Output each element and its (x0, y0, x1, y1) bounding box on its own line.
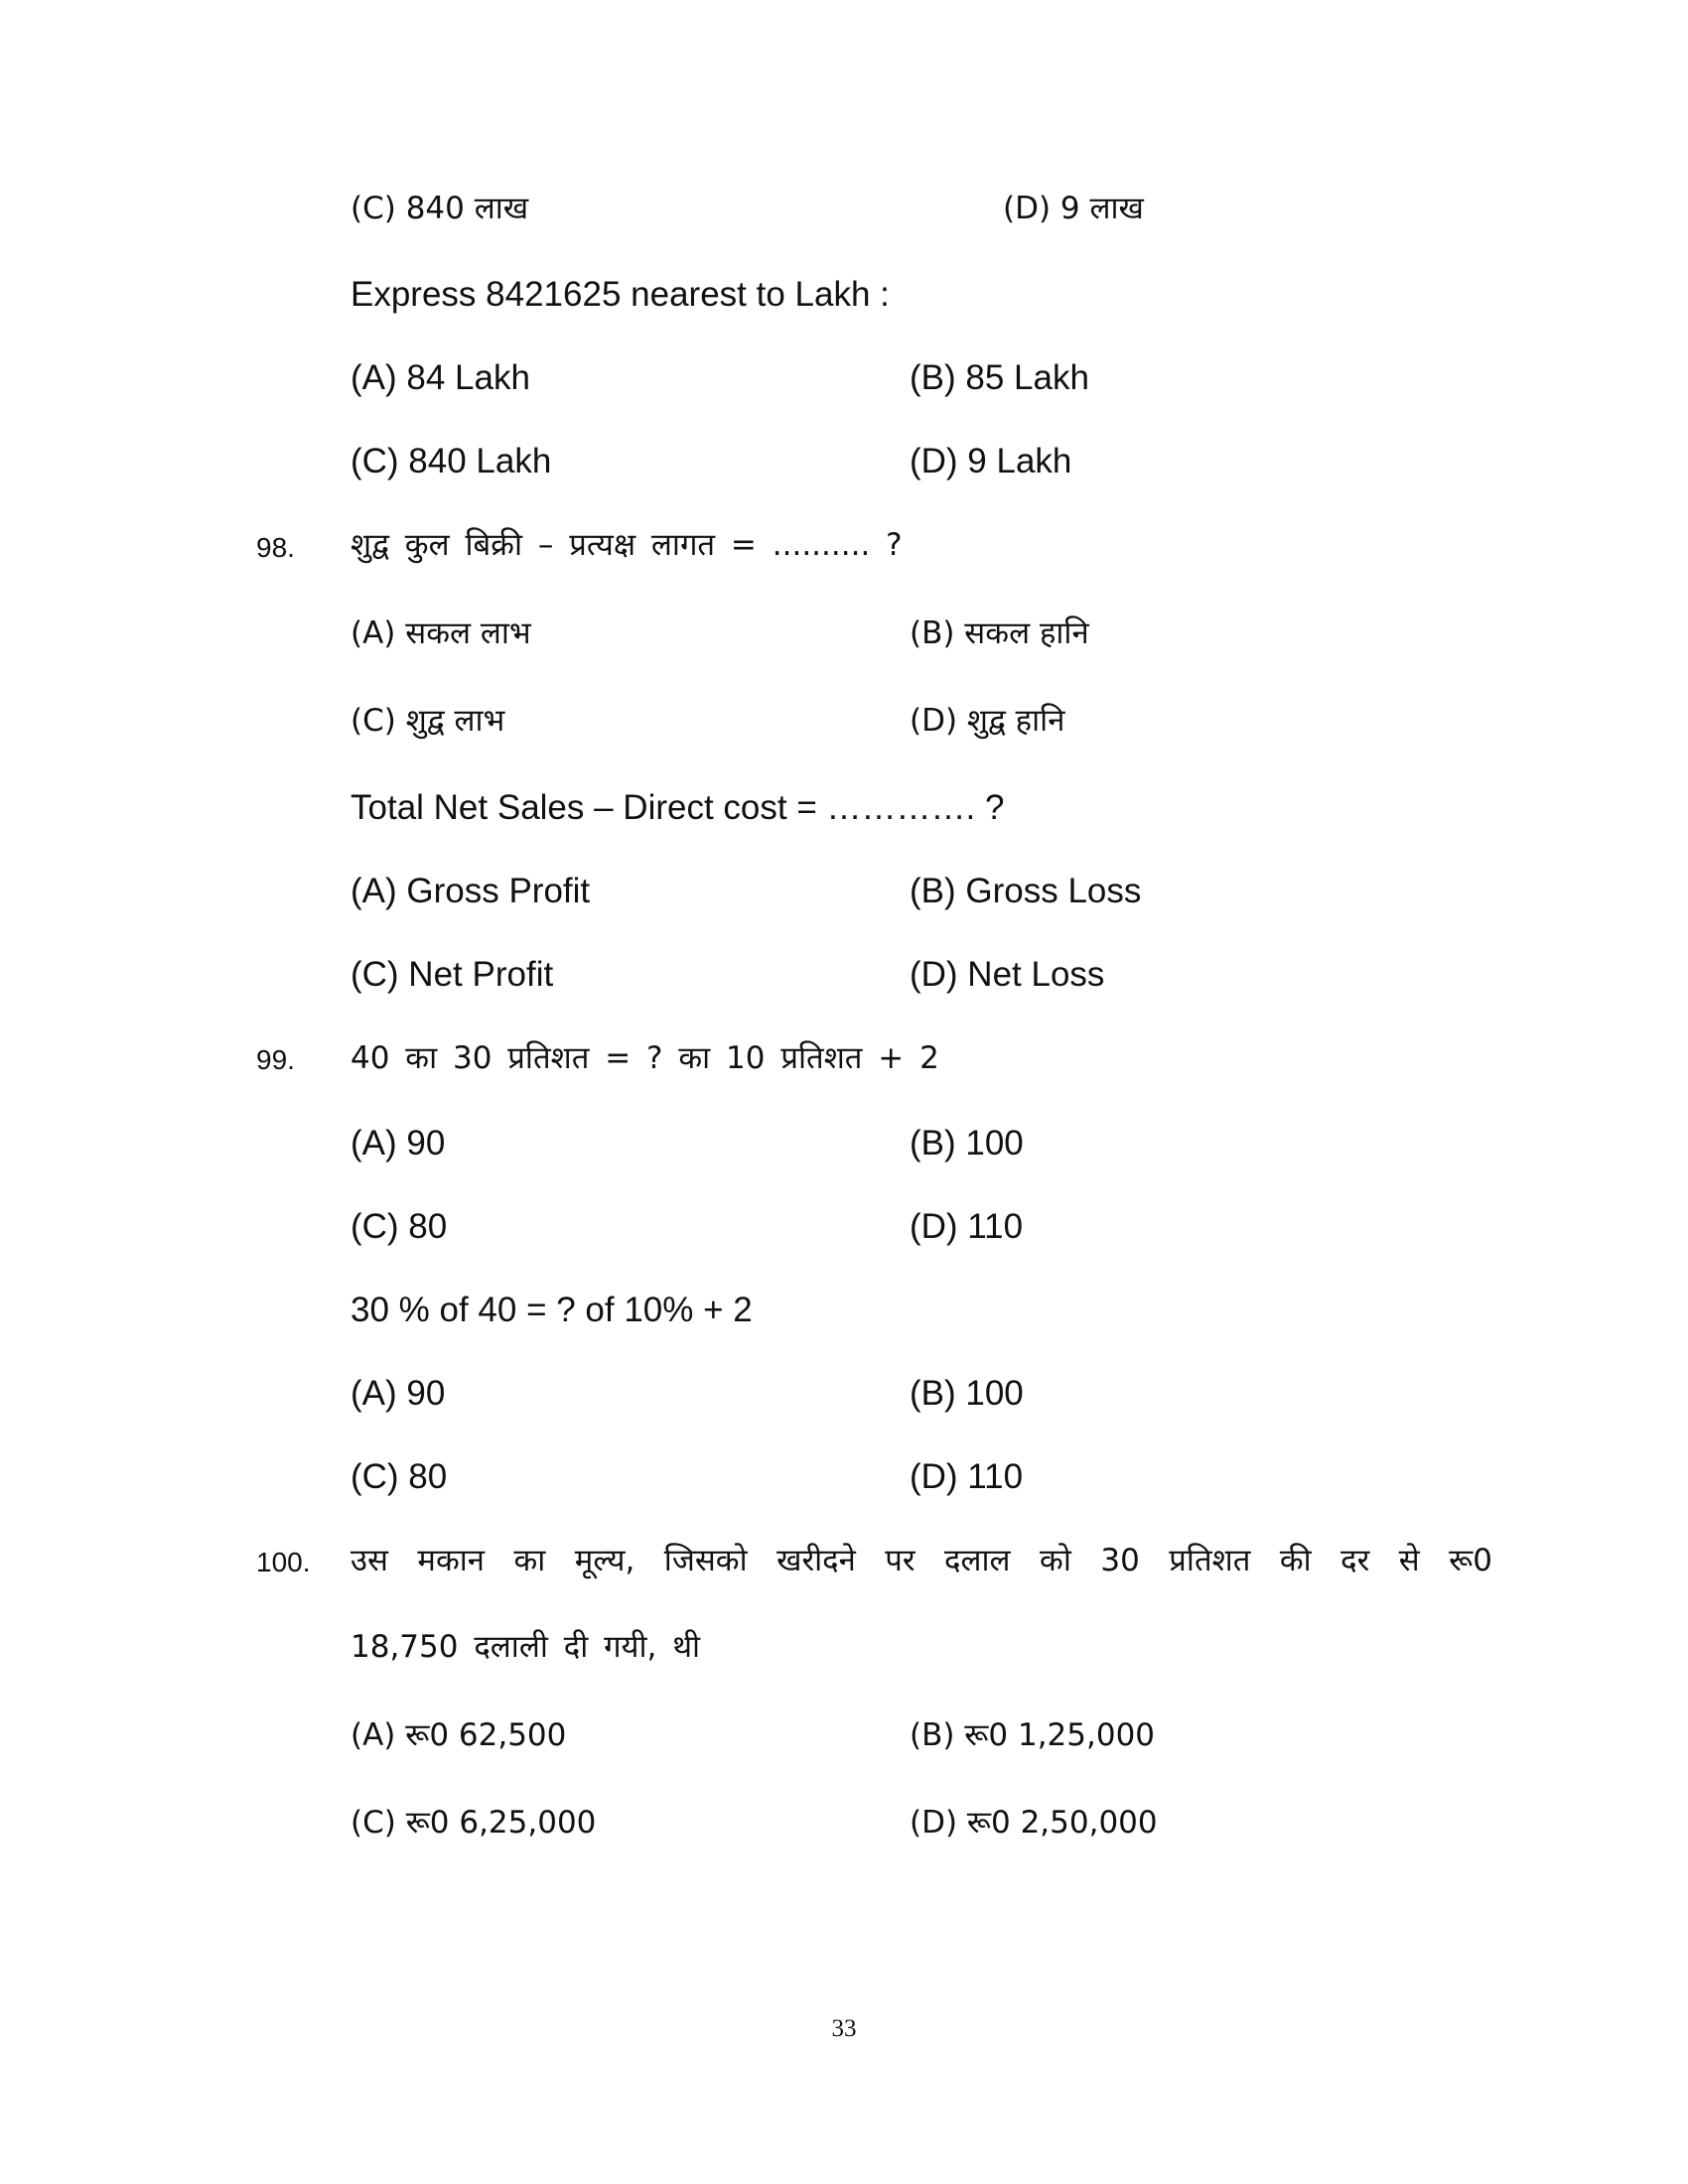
q98-option-b-hindi: (B) सकल हानि (910, 615, 1089, 651)
question-number-100: 100. (256, 1547, 311, 1577)
option-c: (C) 840 Lakh (351, 442, 552, 480)
option-b: (B) 85 Lakh (910, 358, 1089, 397)
question-99-english: 30 % of 40 = ? of 10% + 2 (351, 1291, 753, 1329)
question-number-99: 99. (256, 1044, 295, 1075)
q99-option-d: (D) 110 (910, 1457, 1024, 1496)
q100-option-a: (A) रू0 62,500 (351, 1717, 567, 1753)
q99-option-d-hindi: (D) 110 (910, 1207, 1024, 1246)
q99-option-b-hindi: (B) 100 (910, 1124, 1024, 1162)
question-98-hindi: शुद्व कुल बिक्री – प्रत्यक्ष लागत = .......... ? (351, 527, 903, 563)
q100-option-b: (B) रू0 1,25,000 (910, 1717, 1156, 1753)
q100-option-d: (D) रू0 2,50,000 (910, 1805, 1158, 1841)
q100-option-c: (C) रू0 6,25,000 (351, 1805, 597, 1841)
q98-option-b: (B) Gross Loss (910, 872, 1142, 910)
question-text-english: Express 8421625 nearest to Lakh : (351, 275, 890, 314)
q98-option-c: (C) Net Profit (351, 955, 554, 994)
q98-option-d: (D) Net Loss (910, 955, 1105, 994)
q99-option-b: (B) 100 (910, 1374, 1024, 1413)
question-98-english: Total Net Sales – Direct cost = …………. ? (351, 788, 1005, 827)
q99-option-a-hindi: (A) 90 (351, 1124, 446, 1162)
option-d-hindi: (D) 9 लाख (1003, 191, 1144, 226)
q98-option-a-hindi: (A) सकल लाभ (351, 615, 531, 651)
q99-option-c-hindi: (C) 80 (351, 1207, 448, 1246)
q99-option-a: (A) 90 (351, 1374, 446, 1413)
q98-option-a: (A) Gross Profit (351, 872, 591, 910)
question-100-hindi-line2: 18,750 दलाली दी गयी, थी (351, 1629, 701, 1665)
question-100-hindi-line1: उस मकान का मूल्य, जिसको खरीदने पर दलाल को 30 प्रतिशत की दर से रू0 (351, 1543, 1492, 1578)
question-number-98: 98. (256, 532, 295, 563)
question-99-hindi: 40 का 30 प्रतिशत = ? का 10 प्रतिशत + 2 (351, 1040, 939, 1076)
option-c-hindi: (C) 840 लाख (351, 191, 529, 226)
q98-option-d-hindi: (D) शुद्व हानि (910, 703, 1065, 739)
option-a: (A) 84 Lakh (351, 358, 530, 397)
q99-option-c: (C) 80 (351, 1457, 448, 1496)
q98-option-c-hindi: (C) शुद्व लाभ (351, 703, 505, 739)
option-d: (D) 9 Lakh (910, 442, 1072, 480)
page-number: 33 (831, 2015, 857, 2042)
